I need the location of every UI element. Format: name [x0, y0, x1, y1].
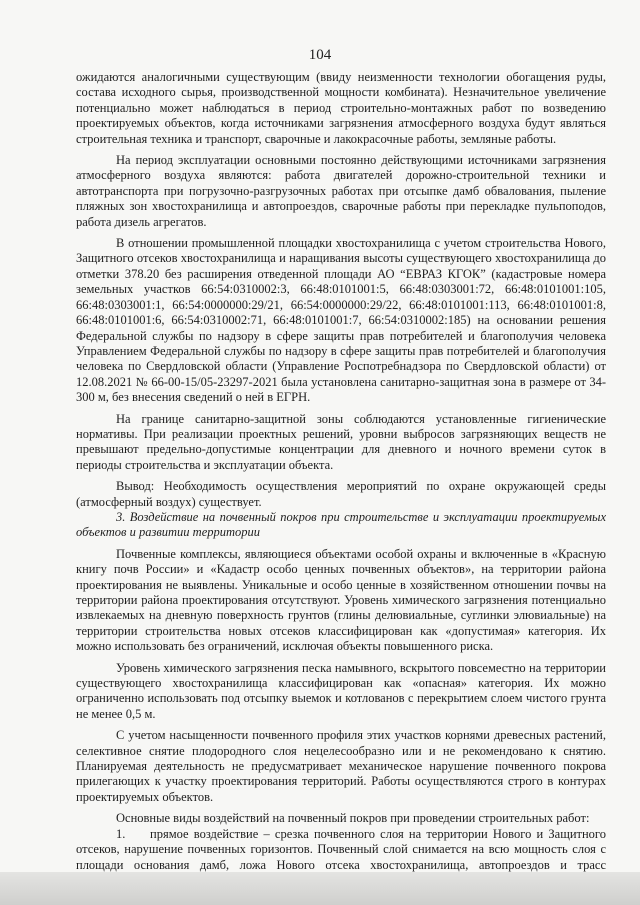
list-item-text: прямое воздействие – срезка почвенного слоя на территории Нового и Защитного отсеков, нарушение почвенных горизонтов. Почвенный слой снимается на всю мощность слоя с площади основания дамб, ложа Нового отсека хвостохранилища, автопроездов и трасс: [76, 826, 606, 872]
paragraph-sand-contamination: Уровень химического загрязнения песка намывного, вскрытого повсеместно на территории существующего хвостохранилища классифицирован как «опасная» категория. Их можно ограниченно использовать под отсыпку выемок и котлованов с перекрытием слоем чистого грунта не менее 0,5 м.: [76, 660, 606, 721]
paragraph-continuation: ожидаются аналогичными существующим (ввиду неизменности технологии обогащения руды, состава исходного сырья, производственной мощности комбината). Незначительное увеличение потенциально может наблюдаться в период строительно-монтажных работ по возведению проектируемых объектов, когда источниками загрязнения атмосферного воздуха будут являться строительная техника и транспорт, сварочные и лакокрасочные работы, земляные работы.: [76, 70, 606, 146]
paragraph-exploitation-sources: На период эксплуатации основными постоянно действующими источниками загрязнения атмосферного воздуха являются: работа двигателей дорожно-строительной техники и автотранспорта при погрузочно-разгрузочных работах при отсыпке дамб обвалования, пыление пляжных зон хвостохранилища и автопроездов, сварочные работы при перекладке пульпоподов, работа дизель агрегатов.: [76, 153, 606, 229]
paragraph-sanitary-zone: В отношении промышленной площадки хвостохранилища с учетом строительства Нового, Защитного отсеков хвостохранилища и наращивания высоты существующего хвостохранилища до отметки 378.20 без расширения отведенной площади АО “ЕВРАЗ КГОК” (кадастровые номера земельных участков 66:54:0310002:3, 66:48:0101001:5, 66:48:0303001:72, 66:48:0101001:105, 66:48:0303001:1, 66:54:0000000:29/21, 66:54:0000000:29/22, 66:48:0101001:113, 66:48:0101001:8, 66:48:0101001:6, 66:54:0310002:71, 66:48:0101001:7, 66:54:0310002:185) на основании решения Федеральной службы по надзору в сфере защиты прав потребителей и благополучия человека Управлением Федеральной службы по надзору в сфере защиты прав потребителей и благополучия человека по Свердловской области (Управление Роспотребнадзора по Свердловской области) от 12.08.2021 № 66-00-15/05-23297-2021 была установлена санитарно-защитная зона в размере от 34-300 м, без внесения сведений о ней в ЕГРН.: [76, 236, 606, 405]
paragraph-hygienic-norms: На границе санитарно-защитной зоны соблюдаются установленные гигиенические нормативы. При реализации проектных решений, уровни выбросов загрязняющих веществ не превышают предельно-допустимые концентрации для дневного и ночного времени суток в периоды строительства и эксплуатации объекта.: [76, 411, 606, 472]
paragraph-soil-complexes: Почвенные комплексы, являющиеся объектами особой охраны и включенные в «Красную книгу почв России» и «Кадастр особо ценных почвенных объектов», на территории района проектирования не выявлены. Уникальные и особо ценные в хозяйственном отношении почвы на территории района проектирования отсутствуют. Уровень химического загрязнения потенциально извлекаемых на дневную поверхность грунтов (глины делювиальные, суглинки элювиальные) на территории строительства новых отсеков классифицирован как «допустимая» категория. Их можно использовать без ограничений, исключая объекты повышенного риска.: [76, 546, 606, 654]
page-bottom-edge: [0, 872, 640, 905]
page-number: 104: [308, 47, 332, 63]
page-body: [76, 70, 606, 888]
paragraph-fertile-layer: С учетом насыщенности почвенного профиля этих участков корнями древесных растений, селективное снятие плодородного слоя нецелесообразно или и не рекомендовано к снятию. Планируемая деятельность не предусматривает механическое нарушение почвенного покрова прилегающих к участку проектирования территорий. Работы осуществляются строго в контурах проектируемых объектов.: [76, 728, 606, 804]
paragraph-main-impacts: Основные виды воздействий на почвенный покров при проведении строительных работ:: [116, 811, 590, 826]
section-heading-soil-impact: 3. Воздействие на почвенный покров при строительстве и эксплуатации проектируемых объектов и развитии территории: [76, 509, 606, 540]
paragraph-conclusion: Вывод: Необходимость осуществления мероприятий по охране окружающей среды (атмосферный воздух) существует.: [76, 479, 606, 509]
list-item-number: 1.: [116, 826, 126, 841]
